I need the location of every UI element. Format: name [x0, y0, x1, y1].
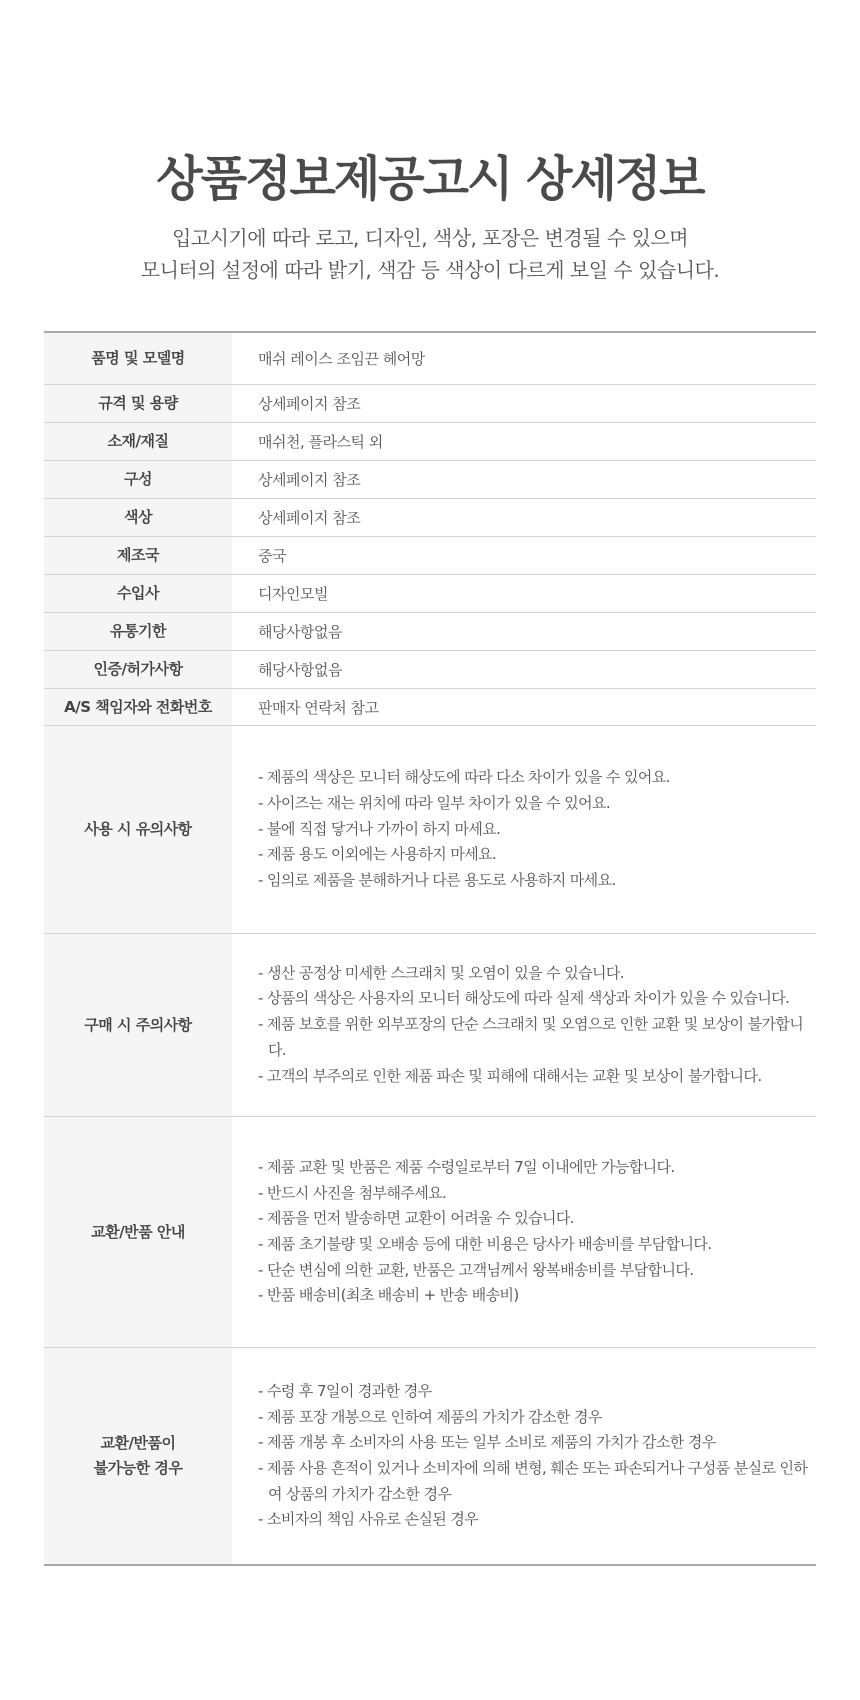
row-label: A/S 책임자와 전화번호: [44, 689, 232, 725]
list-item: - 제품 용도 이외에는 사용하지 마세요.: [258, 842, 674, 868]
row-value: 해당사항없음: [258, 661, 342, 679]
table-row: [44, 499, 816, 537]
list-item: - 상품의 색상은 사용자의 모니터 해상도에 따라 실제 색상과 차이가 있을 수 있습니다.: [258, 986, 816, 1012]
list-item: - 제품 보호를 위한 외부포장의 단순 스크래치 및 오염으로 인한 교환 및 보상이 불가합니다.: [258, 1012, 816, 1063]
row-label: 인증/허가사항: [44, 651, 232, 688]
list-item: - 제품 교환 및 반품은 제품 수령일로부터 7일 이내에만 가능합니다.: [258, 1155, 715, 1181]
page-subtitle: [0, 222, 860, 286]
no-exchange-row: [44, 1348, 816, 1564]
row-value: 매쉬천, 플라스틱 외: [258, 433, 383, 451]
table-row: [44, 613, 816, 651]
row-label: 규격 및 용량: [44, 385, 232, 422]
row-value: 판매자 연락처 참고: [258, 698, 379, 717]
row-label: 소재/재질: [44, 423, 232, 460]
page-title: 상품정보제공고시 상세정보: [156, 151, 704, 207]
list-item: - 단순 변심에 의한 교환, 반품은 고객님께서 왕복배송비를 부담합니다.: [258, 1258, 715, 1284]
subtitle-line-1: 입고시기에 따라 로고, 디자인, 색상, 포장은 변경될 수 있으며: [171, 226, 689, 250]
usage-notes-label: 사용 시 유의사항: [44, 726, 232, 933]
usage-notes-list: [258, 765, 674, 894]
no-exchange-content: [232, 1348, 816, 1564]
table-row: [44, 461, 816, 499]
exchange-guide-list: [258, 1155, 715, 1309]
row-value: 중국: [258, 547, 286, 565]
purchase-notes-label: 구매 시 주의사항: [44, 934, 232, 1116]
row-value: 상세페이지 참조: [258, 395, 361, 413]
list-item: - 수령 후 7일이 경과한 경우: [258, 1379, 816, 1405]
list-item: - 제품 포장 개봉으로 인하여 제품의 가치가 감소한 경우: [258, 1405, 816, 1431]
subtitle-line-2: 모니터의 설정에 따라 밝기, 색감 등 색상이 다르게 보일 수 있습니다.: [140, 258, 720, 282]
table-row: [44, 575, 816, 613]
list-item: - 제품 초기불량 및 오배송 등에 대한 비용은 당사가 배송비를 부담합니다.: [258, 1232, 715, 1258]
list-item: - 고객의 부주의로 인한 제품 파손 및 피해에 대해서는 교환 및 보상이 불가합니다.: [258, 1064, 816, 1090]
row-value: 디자인모빌: [258, 585, 328, 603]
list-item: - 생산 공정상 미세한 스크래치 및 오염이 있을 수 있습니다.: [258, 961, 816, 987]
row-value: 상세페이지 참조: [258, 471, 361, 489]
row-value: 해당사항없음: [258, 623, 342, 641]
table-row: [44, 333, 816, 385]
table-row: [44, 689, 816, 726]
purchase-notes-row: [44, 934, 816, 1117]
row-value: 매쉬 레이스 조임끈 헤어망: [258, 350, 425, 368]
row-label: 품명 및 모델명: [44, 333, 232, 384]
exchange-guide-content: [232, 1117, 816, 1347]
exchange-guide-row: [44, 1117, 816, 1348]
usage-notes-content: [232, 726, 816, 933]
no-exchange-label-line-1: 교환/반품이: [100, 1434, 176, 1452]
list-item: - 제품 사용 흔적이 있거나 소비자에 의해 변형, 훼손 또는 파손되거나 구성품 분실로 인하여 상품의 가치가 감소한 경우: [258, 1456, 816, 1507]
table-row: [44, 651, 816, 689]
list-item: - 제품을 먼저 발송하면 교환이 어려울 수 있습니다.: [258, 1206, 715, 1232]
purchase-notes-list: [258, 961, 816, 1090]
table-row: [44, 385, 816, 423]
row-label: 제조국: [44, 537, 232, 574]
list-item: - 반드시 사진을 첨부해주세요.: [258, 1181, 715, 1207]
row-label: 색상: [44, 499, 232, 536]
list-item: - 임의로 제품을 분해하거나 다른 용도로 사용하지 마세요.: [258, 868, 674, 894]
usage-notes-row: [44, 726, 816, 934]
no-exchange-list: [258, 1379, 816, 1533]
exchange-guide-label: 교환/반품 안내: [44, 1117, 232, 1347]
row-label: 수입사: [44, 575, 232, 612]
product-info-table: [44, 331, 816, 1566]
table-row: [44, 537, 816, 575]
table-row: [44, 423, 816, 461]
no-exchange-label: [44, 1348, 232, 1564]
row-label: 유통기한: [44, 613, 232, 650]
list-item: - 반품 배송비(최초 배송비 + 반송 배송비): [258, 1283, 715, 1309]
list-item: - 불에 직접 닿거나 가까이 하지 마세요.: [258, 817, 674, 843]
list-item: - 소비자의 책임 사유로 손실된 경우: [258, 1507, 816, 1533]
row-label: 구성: [44, 461, 232, 498]
list-item: - 사이즈는 재는 위치에 따라 일부 차이가 있을 수 있어요.: [258, 791, 674, 817]
row-value: 상세페이지 참조: [258, 509, 361, 527]
list-item: - 제품 개봉 후 소비자의 사용 또는 일부 소비로 제품의 가치가 감소한 경우: [258, 1430, 816, 1456]
purchase-notes-content: [232, 934, 816, 1116]
list-item: - 제품의 색상은 모니터 해상도에 따라 다소 차이가 있을 수 있어요.: [258, 765, 674, 791]
no-exchange-label-line-2: 불가능한 경우: [93, 1459, 183, 1477]
